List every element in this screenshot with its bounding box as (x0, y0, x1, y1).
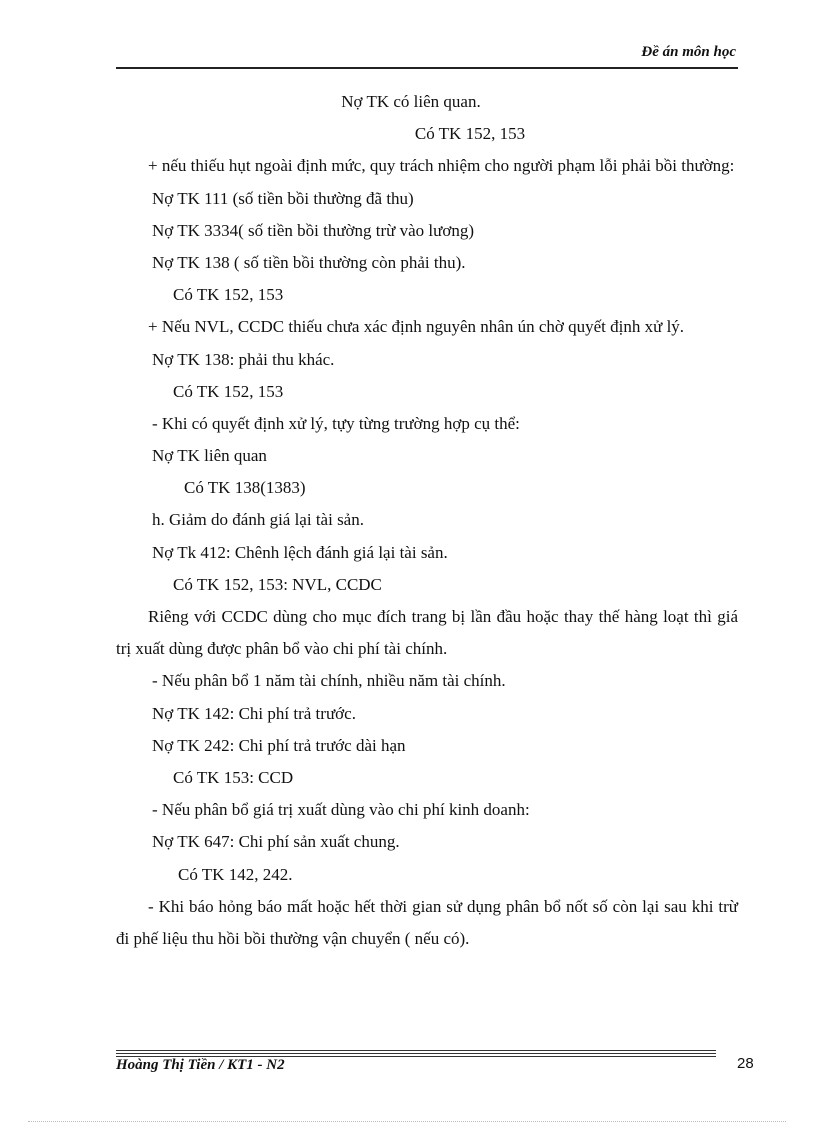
entry-line: Nợ TK liên quan (152, 446, 267, 466)
entry-line: Nợ TK 647: Chi phí sản xuất chung. (152, 832, 400, 852)
entry-line: Nợ TK 3334( số tiền bồi thường trừ vào lương) (152, 220, 475, 240)
entry-line: Nợ TK 138 ( số tiền bồi thường còn phải thu). (152, 252, 466, 272)
page-number: 28 (737, 1055, 754, 1072)
entry-line: Có TK 152, 153 (414, 124, 526, 144)
entry-line: Nợ TK 111 (số tiền bồi thường đã thu) (152, 188, 414, 208)
paragraph: + Nếu NVL, CCDC thiếu chưa xác định nguyên nhân ún chờ quyết định xử lý. (148, 317, 685, 337)
entry-line: - Nếu phân bổ giá trị xuất dùng vào chi phí kinh doanh: (152, 800, 530, 820)
entry-line: Có TK 152, 153: NVL, CCDC (173, 574, 382, 594)
entry-line: Nợ Tk 412: Chênh lệch đánh giá lại tài sản. (152, 542, 448, 562)
entry-line: Có TK 142, 242. (178, 864, 293, 884)
entry-line: Nợ TK 138: phải thu khác. (152, 349, 335, 369)
entry-line: Có TK 152, 153 (173, 381, 284, 401)
entry-line: - Nếu phân bổ 1 năm tài chính, nhiều năm tài chính. (152, 671, 506, 691)
entry-line: - Khi có quyết định xử lý, tựy từng trường hợp cụ thể: (152, 413, 520, 433)
entry-line: Nợ TK có liên quan. (341, 92, 481, 111)
paragraph: Riêng với CCDC dùng cho mục đích trang bị lần đầu hoặc thay thế hàng loạt thì giá trị xuất dùng được phân bổ vào chi phí tài chính. (116, 607, 738, 659)
page-edge (28, 1121, 786, 1122)
paragraph: + nếu thiếu hụt ngoài định mức, quy trách nhiệm cho người phạm lỗi phải bồi thường: (148, 156, 735, 176)
section-heading: h. Giảm do đánh giá lại tài sản. (152, 510, 364, 530)
entry-line: Có TK 138(1383) (184, 478, 306, 498)
header-title: Đề án môn học (641, 44, 736, 60)
header-rule (116, 67, 738, 69)
paragraph: - Khi báo hỏng báo mất hoặc hết thời gian sử dụng phân bổ nốt số còn lại sau khi trừ đi phế liệu thu hồi bồi thường vận chuyển ( nếu có). (116, 896, 738, 948)
entry-line: Nợ TK 242: Chi phí trả trước dài hạn (152, 735, 406, 755)
document-body (116, 86, 738, 955)
entry-line: Có TK 153: CCD (173, 768, 294, 787)
entry-line: Nợ TK 142: Chi phí trả trước. (152, 703, 356, 723)
entry-line: Có TK 152, 153 (173, 285, 284, 305)
footer-author: Hoàng Thị Tiền / KT1 - N2 (116, 1057, 285, 1073)
